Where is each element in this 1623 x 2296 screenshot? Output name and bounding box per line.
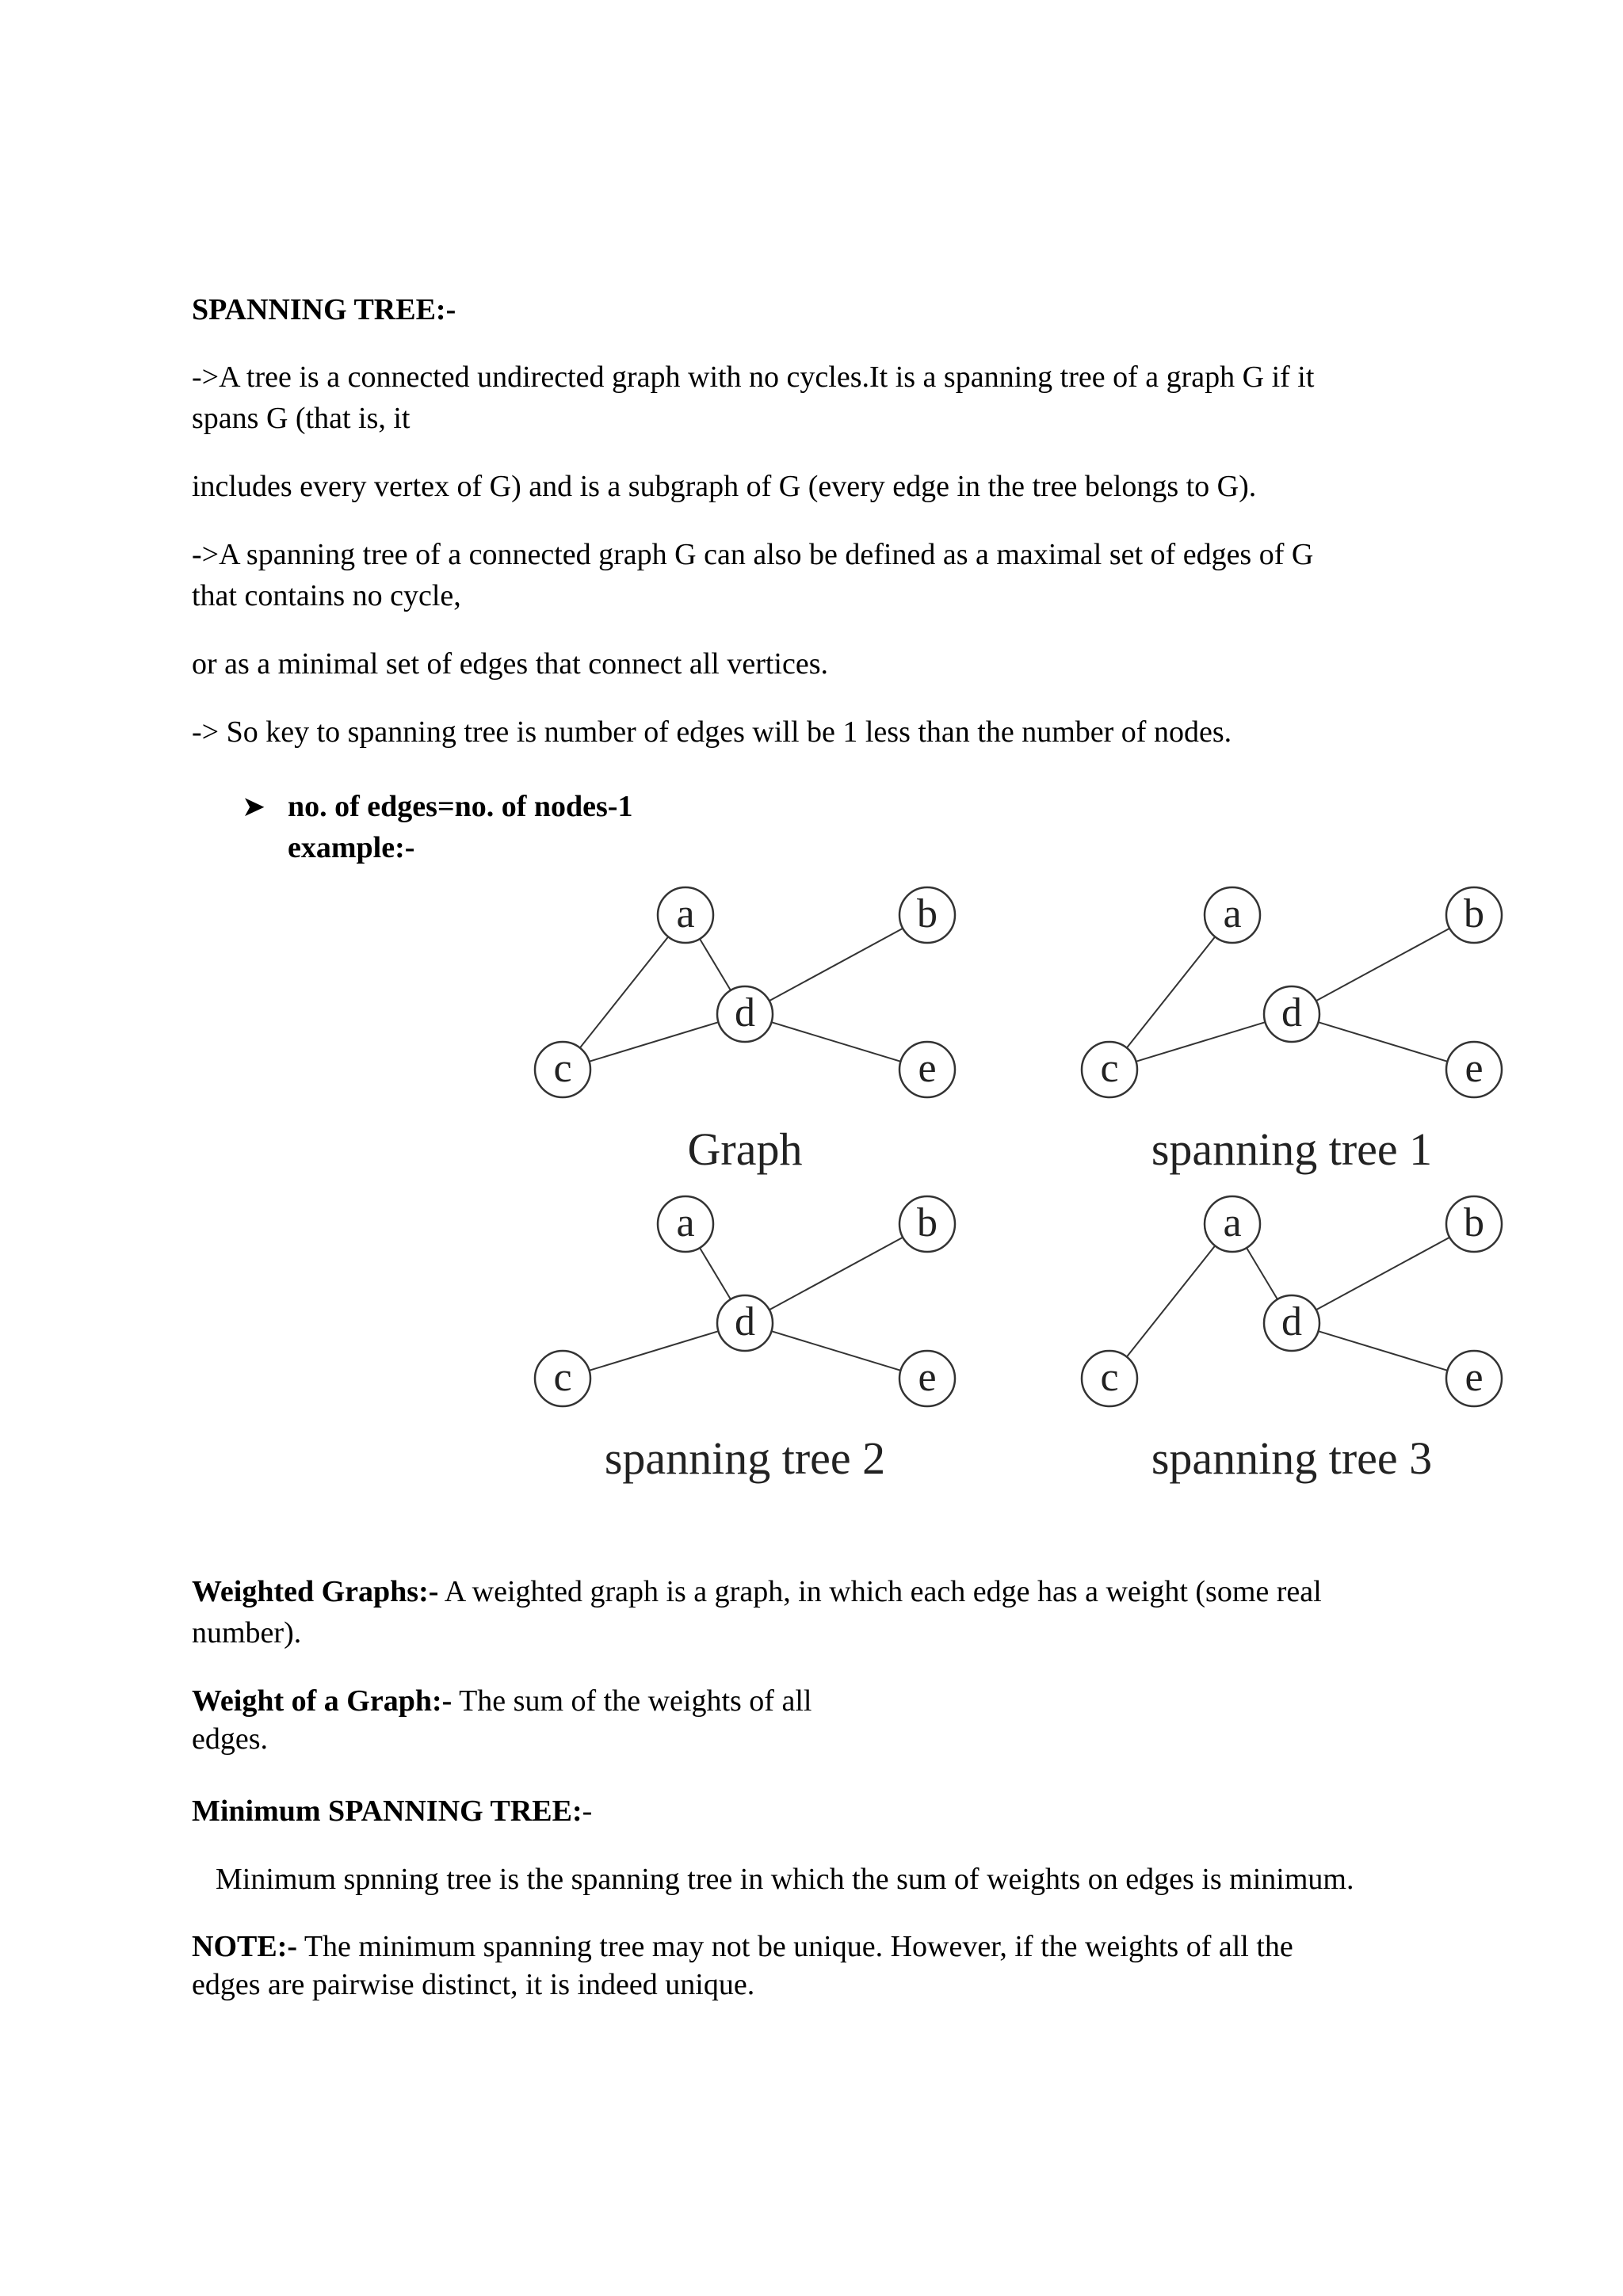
term-label: NOTE:-	[192, 1930, 297, 1963]
graph-edge	[1316, 929, 1449, 1001]
graph-panel	[535, 1196, 955, 1484]
section-heading: SPANNING TREE:-	[192, 293, 456, 326]
term-text: A weighted graph is a graph, in which each edge has a weight (some real	[438, 1575, 1322, 1608]
arrow-bullet-icon: ➤	[242, 791, 266, 822]
bullet-formula: no. of edges=no. of nodes-1	[288, 790, 633, 823]
paragraph-line: ->A tree is a connected undirected graph with no cycles.It is a spanning tree of a graph G if it	[192, 360, 1315, 394]
term-text: The minimum spanning tree may not be unique. However, if the weights of all the	[297, 1930, 1293, 1963]
graph-node-label: b	[917, 891, 938, 936]
graph-node-label: c	[553, 1355, 572, 1400]
graph-node-label: d	[1281, 990, 1302, 1035]
term-label: Weight of a Graph:-	[192, 1684, 453, 1718]
graph-caption: spanning tree 3	[1151, 1432, 1433, 1484]
graph-node-label: b	[1464, 891, 1484, 936]
graph-node-label: e	[918, 1046, 937, 1091]
graph-caption: Graph	[687, 1123, 803, 1175]
paragraph-weighted-graphs	[192, 1571, 1428, 1653]
graph-edge	[1127, 936, 1215, 1047]
graph-node-label: b	[917, 1200, 938, 1245]
graph-node-label: e	[918, 1355, 937, 1400]
spanning-tree-figure	[507, 879, 1537, 1513]
graph-node-label: d	[735, 1299, 755, 1344]
graph-edge	[1136, 1022, 1265, 1062]
graph-edge	[1316, 1238, 1449, 1310]
graph-edge	[1318, 1331, 1447, 1371]
paragraph-line: spans G (that is, it	[192, 402, 411, 435]
graph-caption: spanning tree 2	[604, 1432, 886, 1484]
paragraph-line: that contains no cycle,	[192, 579, 461, 612]
graph-edge	[771, 1022, 900, 1062]
graph-edge	[769, 929, 903, 1001]
graph-edge	[700, 1248, 731, 1299]
graph-panel	[1082, 1196, 1502, 1484]
graph-edge	[1318, 1022, 1447, 1062]
paragraph-mst-heading	[192, 1791, 1428, 1832]
paragraph-tree-definition	[192, 357, 1428, 439]
paragraph-note	[192, 1928, 1428, 2004]
graph-node-label: c	[553, 1046, 572, 1091]
graph-node-label: a	[676, 1200, 695, 1245]
graph-node-label: a	[1223, 1200, 1242, 1245]
graph-node-label: c	[1100, 1355, 1119, 1400]
term-text: number).	[192, 1616, 302, 1650]
paragraph-key: -> So key to spanning tree is number of edges will be 1 less than the number of nodes.	[192, 715, 1232, 749]
graph-edge	[589, 1331, 718, 1371]
term-label-suffix: -	[582, 1794, 593, 1828]
term-text: edges.	[192, 1722, 269, 1756]
paragraph-includes-vertex: includes every vertex of G) and is a subgraph of G (every edge in the tree belongs to G).	[192, 470, 1257, 503]
graph-panel	[535, 887, 955, 1175]
paragraph-line: ->A spanning tree of a connected graph G can also be defined as a maximal set of edges of G	[192, 538, 1314, 571]
graph-node-label: b	[1464, 1200, 1484, 1245]
graph-caption: spanning tree 1	[1151, 1123, 1433, 1175]
graph-edge	[589, 1022, 718, 1062]
paragraph-maximal-set	[192, 534, 1428, 616]
paragraph-mst-definition: Minimum spnning tree is the spanning tree in which the sum of weights on edges is minimum.	[216, 1863, 1354, 1896]
graph-node-label: e	[1465, 1046, 1484, 1091]
graph-edge	[1247, 1248, 1277, 1299]
graph-node-label: d	[735, 990, 755, 1035]
graph-node-label: a	[676, 891, 695, 936]
graph-node-label: e	[1465, 1355, 1484, 1400]
term-text: edges are pairwise distinct, it is indeed unique.	[192, 1968, 755, 2001]
graph-node-label: a	[1223, 891, 1242, 936]
graph-edge	[580, 936, 668, 1047]
term-text: The sum of the weights of all	[452, 1684, 812, 1718]
bullet-example-label: example:-	[288, 831, 415, 864]
paragraph-minimal-set: or as a minimal set of edges that connect all vertices.	[192, 647, 828, 681]
graph-node-label: c	[1100, 1046, 1119, 1091]
graph-node-label: d	[1281, 1299, 1302, 1344]
graph-panel	[1082, 887, 1502, 1175]
paragraph-weight-of-graph	[192, 1682, 1428, 1758]
term-label: Minimum SPANNING TREE:	[192, 1794, 582, 1828]
term-label: Weighted Graphs:-	[192, 1575, 439, 1608]
graph-edge	[1127, 1245, 1215, 1356]
graph-edge	[700, 939, 731, 990]
graph-edge	[771, 1331, 900, 1371]
graph-edge	[769, 1238, 903, 1310]
